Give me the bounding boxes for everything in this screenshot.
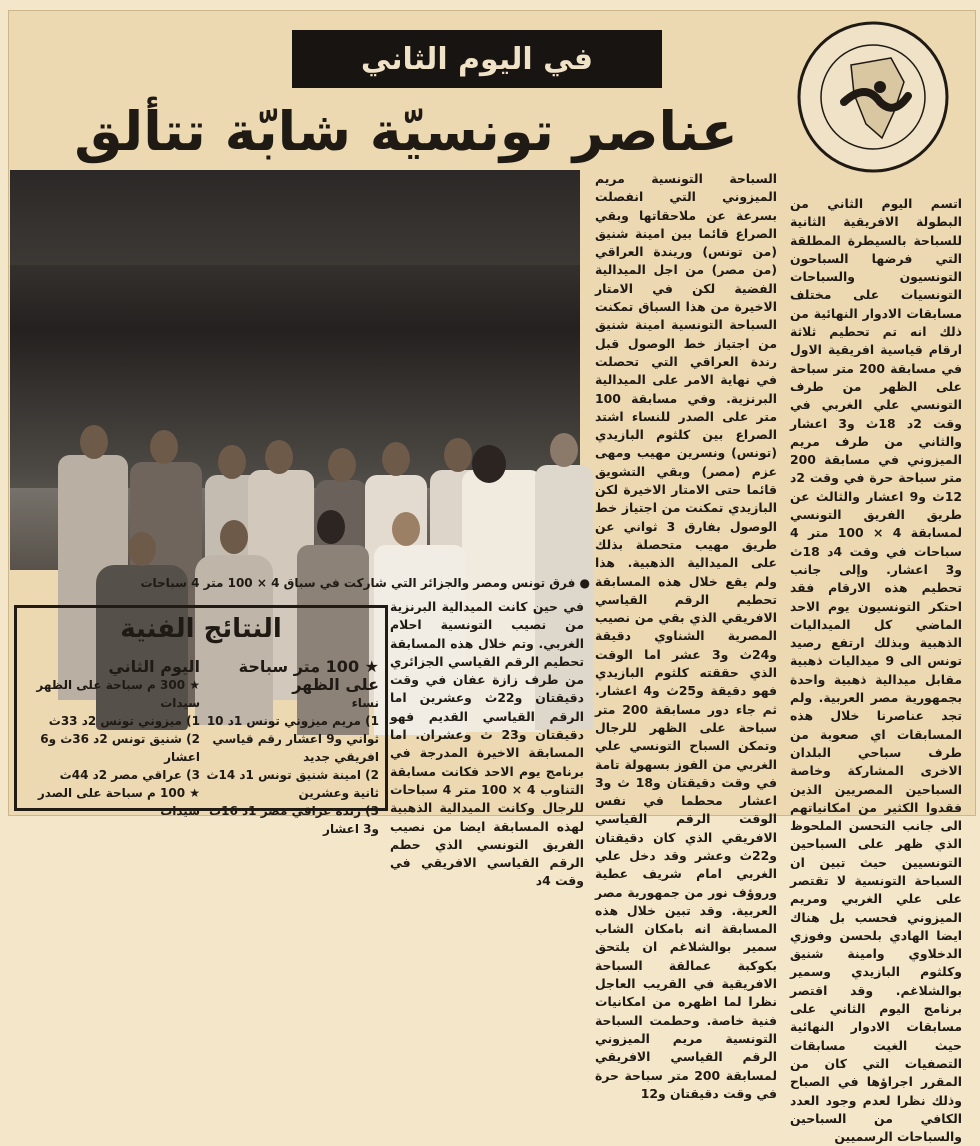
day-heading: اليوم الثاني [108,657,200,676]
headline: عناصر تونسيّة شابّة تتألق [74,100,738,163]
swimmer-head-2 [150,430,178,464]
results-box [14,605,388,836]
result-item: 2) شنيق تونس 2د 36ث و6 اعشار [40,732,200,764]
event-heading: ★ 300 م سباحة على الظهر [36,678,200,692]
kicker-text: في اليوم الثاني [360,41,594,77]
swimmer-head-7 [444,438,472,472]
photo-ceiling [10,170,580,265]
results-title: النتائج الفنية [120,614,282,644]
swimmer-head-4 [265,440,293,474]
event-category: نساء [351,696,379,710]
photo-caption: ● فرق تونس ومصر والجزائر التي شاركت في سباق 4 × 100 متر 4 سباحات [140,576,590,590]
results-column-right [204,658,379,838]
event-heading: ★ 100 م سباحة على الصدر [37,786,200,800]
kneeling-head-2 [220,520,248,554]
event-category: سيدات [160,696,200,710]
result-item: 2) امينة شنيق تونس 1د 14ث ثانية وعشرين [206,768,379,800]
swimmer-head-3 [218,445,246,479]
logo-seal-icon [796,20,950,174]
swimmer-head-5 [328,448,356,482]
article-column-middle: السباحة التونسية مريم الميزوني التي انفصلت بسرعة عن ملاحقاتها وبقي الصراع قائما بين امينة شنيق (من تونس) وريندة العراقي (من مصر) من اجل الميدالية الفضية لكن في الامتار الاخيرة من هذا السباق تمكنت السباحة التونسية امينة شنيق من اجتياز خط الوصول قبل رندة العراقي التي تحصلت في نهاية الامر على الميدالية البرنزية. وفي مسابقة 100 متر على الصدر للنساء اشتد الصراع بين كلثوم البازيدي (تونس) ونسرين مهيب ومهى عزم (مصر) وبقي التشويق قائما حتى الامتار الاخيرة لكن البازيدي تمكنت من اجتياز خط الوصول بفارق 3 ثواني عن طريق مهيب متحصلة بذلك على الميدالية الذهبية. هذا ولم يقع خلال هذه المسابقة تحطيم الرقم القياسي الافريقي الذي بقي من نصيب المصرية الشناوي دقيقة و24ث و3 عشر اما الوقت الذي حققته كلثوم البازيدي فهو دقيقة و25ث و4 اعشار. ثم جاء دور مسابقة 200 متر سباحة على الظهر للرجال وتمكن السباح التونسي علي الغربي من الفوز بسهولة تامة في وقت دقيقتان و18 ث و3 اعشار محطما في نفس الوقت الرقم القياسي الافريقي الذي كان دقيقتان و22ث وعشر وقد دخل علي الغربي امام شريف عطية وروؤف نور من جمهورية مصر العربية. وقد تبين خلال هذه المسابقة انه بامكان الشاب سمير بوالشلاغم ان يلتحق بكوكبة عمالقة السباحة الافريقية في القريب العاجل نظرا لما اظهره من امكانيات فنية خاصة. وحطمت السباحة التونسية مريم الميزوني الرقم القياسي الافريقي لمسابقة 200 متر سباحة حرة في وقت دقيقتان و12 [595,171,777,1101]
championship-logo [796,20,950,174]
result-item: 1) ميزوني تونس 2د 33ث [48,714,200,728]
article-column-right: اتسم اليوم الثاني من البطولة الافريقية الثانية للسباحة بالسيطرة المطلقة التي فرضها السباحون التونسيون والسباحات التونسيات على مختلف مسابقات الادوار النهائية من ذلك انه تم تحطيم ثلاثة ارقام قياسية افريقية الاول في مسابقة 200 متر سباحة على الظهر من طرف التونسي علي الغربي في وقت 2د 18ث و3 اعشار والثاني من طرف مريم الميزوني في مسابقة 200 متر سباحة حرة في وقت 2د 12ث و9 اعشار والثالث عن طريق الفريق التونسي لمسابقة 4 × 100 متر 4 سباحات في وقت 4د 18ث و3 اعشار. وإلى جانب تحطيم هذه الارقام فقد احتكر التونسيون يوم الاحد الماضي كل الميداليات الذهبية وبذلك ارتفع رصيد تونس الى 9 ميداليات ذهبية مقابل ميدالية ذهبية واحدة بجمهورية مصر العربية. ولم تجد عناصرنا خلال هذه المسابقات اي صعوبة من طرف سباحي البلدان الاخرى المشاركة وخاصة السباحين المصريين الذين فقدوا الكثير من امكانياتهم الى جانب التحسن الملحوظ الذي ظهر على السباحين التونسيين حيث تبين ان السباحة التونسية لا تقتصر على علي الغربي ومريم الميزوني فحسب بل هناك ايضا الهادي بلحسن وفوزي الدخلاوي وامينة شنيق وكلثوم البازيدي وسمير بوالشلاغم. وقد اقتصر برنامج اليوم الثاني على مسابقات الادوار النهائية حيث الغيت مسابقات التصفيات التي كان من المقرر اجراؤها في الصباح وذلك نظرا لعدم وجود العدد الكافي من السباحين والسباحات الرسميين [790,196,963,1145]
results-column-left [25,658,200,820]
event-heading: ★ 100 متر سباحة على الظهر [238,657,379,694]
standing-front-head-1 [317,510,345,544]
swimmer-head-1 [80,425,108,459]
event-category: سيدات [160,804,200,818]
swimmer-head-6 [382,442,410,476]
kneeling-head-1 [128,532,156,566]
kicker-banner [292,30,662,88]
coach-head [472,445,506,483]
result-item: 1) مريم ميزوني تونس 1د 10 ثواني و9 اعشار رقم قياسي افريقي جديد [206,714,379,764]
team-photo [10,170,580,570]
article-column-left: في حين كانت الميدالية البرنزية من نصيب التونسية احلام الغربي. وتم خلال هذه المسابقة تحطيم الرقم القياسي الجزائري من طرف زازة عفان في وقت دقيقتان و22ث وعشرين اما الرقم القياسي القديم فهو دقيقتان و23 ث وعشران. اما المسابقة الاخيرة المدرجة في برنامج يوم الاحد فكانت مسابقة التناوب 4 × 100 متر 4 سباحات للرجال وكانت الميدالية الذهبية لهذه المسابقة ايضا من نصيب الفريق التونسي الذي حطم الرقم القياسي الافريقي في وقت 4د [390,599,585,889]
result-item: 3) رندة عراقي مصر 1د 16ث و3 اعشار [209,804,379,836]
standing-front-head-2 [392,512,420,546]
official-head [550,433,578,467]
result-item: 3) عراقي مصر 2د 44ث [59,768,200,782]
